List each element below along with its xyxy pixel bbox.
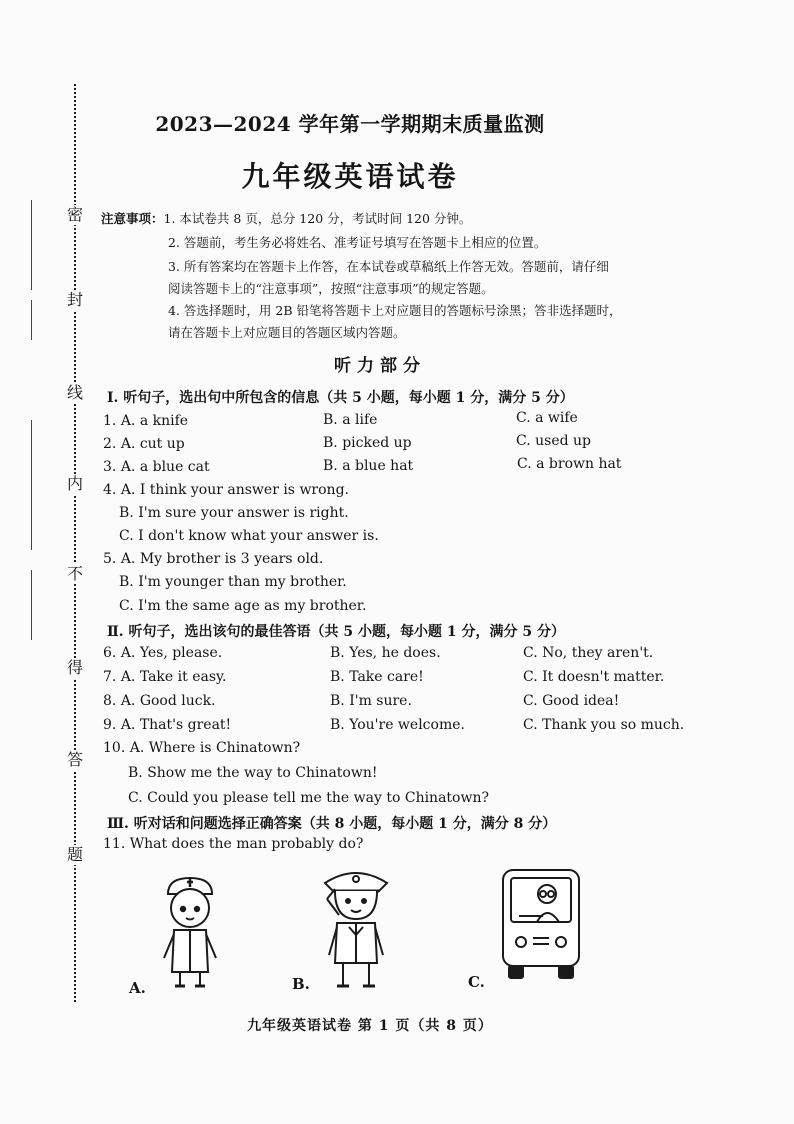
option-b: B. Yes, he does. bbox=[330, 645, 441, 661]
margin-rule bbox=[31, 200, 32, 290]
part-2-heading: Ⅱ. 听句子，选出该句的最佳答语（共 5 小题，每小题 1 分，满分 5 分） bbox=[107, 624, 566, 640]
option-a: A. Take it easy. bbox=[120, 669, 227, 685]
option-b: B. Show me the way to Chinatown! bbox=[128, 765, 378, 781]
notice-line-1 bbox=[101, 210, 471, 227]
margin-rule bbox=[31, 300, 32, 340]
option-a: A. a blue cat bbox=[120, 459, 210, 475]
question-number: 3. bbox=[103, 459, 117, 475]
option-b: B. I'm sure your answer is right. bbox=[119, 505, 349, 521]
notice-text: 1. 本试卷共 8 页，总分 120 分，考试时间 120 分钟。 bbox=[163, 211, 472, 226]
exam-name: 2023—2024 学年第一学期期末质量监测 bbox=[155, 112, 545, 136]
question-2 bbox=[103, 436, 185, 452]
question-number: 9. bbox=[103, 717, 117, 733]
question-number: 6. bbox=[103, 645, 117, 661]
option-c: C. I don't know what your answer is. bbox=[119, 528, 379, 544]
question-10 bbox=[103, 740, 300, 756]
option-a: A. cut up bbox=[120, 436, 185, 452]
option-a: A. Yes, please. bbox=[120, 645, 223, 661]
part-1-heading: Ⅰ. 听句子，选出句中所包含的信息（共 5 小题，每小题 1 分，满分 5 分） bbox=[107, 390, 574, 406]
question-number: 5. bbox=[103, 551, 117, 567]
option-a: A. Good luck. bbox=[120, 693, 216, 709]
question-7 bbox=[103, 669, 227, 685]
part-3-heading: Ⅲ. 听对话和问题选择正确答案（共 8 小题，每小题 1 分，满分 8 分） bbox=[107, 816, 557, 832]
picture-label-a: A. bbox=[129, 979, 146, 997]
option-b: B. a life bbox=[323, 412, 378, 428]
question-text: What does the man probably do? bbox=[129, 836, 364, 852]
picture-label-c: C. bbox=[468, 973, 485, 991]
margin-char-4: 内 bbox=[64, 474, 86, 494]
question-6 bbox=[103, 645, 222, 661]
question-9 bbox=[103, 717, 231, 733]
notice-line-5: 4. 答选择题时，用 2B 铅笔将答题卡上对应题目的答题标号涂黑；答非选择题时， bbox=[168, 303, 622, 318]
option-a: A. My brother is 3 years old. bbox=[120, 551, 324, 567]
notice-label: 注意事项： bbox=[101, 211, 164, 226]
option-c: C. It doesn't matter. bbox=[523, 669, 665, 685]
option-c: C. Could you please tell me the way to Chinatown? bbox=[128, 790, 489, 806]
question-number: 7. bbox=[103, 669, 117, 685]
margin-char-8: 题 bbox=[64, 845, 86, 865]
margin-char-2: 封 bbox=[64, 290, 86, 310]
police-officer-illustration bbox=[319, 863, 393, 991]
option-c: C. a wife bbox=[516, 410, 578, 426]
exam-title: 九年级英语试卷 bbox=[241, 160, 459, 193]
option-b: B. Take care! bbox=[330, 669, 424, 685]
question-number: 11. bbox=[103, 836, 126, 852]
margin-char-7: 答 bbox=[64, 750, 86, 770]
option-b: B. I'm sure. bbox=[330, 693, 412, 709]
margin-char-5: 不 bbox=[64, 564, 86, 584]
option-c: C. Good idea! bbox=[523, 693, 620, 709]
option-c: C. used up bbox=[516, 433, 591, 449]
doctor-illustration bbox=[158, 872, 222, 990]
question-number: 10. bbox=[103, 740, 126, 756]
question-11 bbox=[103, 836, 363, 852]
notice-line-6: 请在答题卡上对应题目的答题区域内答题。 bbox=[168, 325, 406, 340]
notice-line-4: 阅读答题卡上的“注意事项”，按照“注意事项”的规定答题。 bbox=[168, 281, 494, 296]
page-footer: 九年级英语试卷 第 1 页（共 8 页） bbox=[247, 1018, 493, 1034]
notice-line-2: 2. 答题前，考生务必将姓名、准考证号填写在答题卡上相应的位置。 bbox=[168, 235, 547, 250]
option-a: A. I think your answer is wrong. bbox=[120, 482, 349, 498]
option-a: A. a knife bbox=[120, 413, 189, 429]
picture-label-b: B. bbox=[292, 975, 310, 993]
section-title: 听力部分 bbox=[334, 356, 426, 376]
question-number: 8. bbox=[103, 693, 117, 709]
option-b: B. a blue hat bbox=[323, 458, 414, 474]
question-5 bbox=[103, 551, 323, 567]
margin-rule bbox=[31, 420, 32, 550]
margin-char-6: 得 bbox=[64, 658, 86, 678]
option-c: C. Thank you so much. bbox=[523, 717, 685, 733]
question-number: 1. bbox=[103, 413, 117, 429]
option-b: B. picked up bbox=[323, 435, 412, 451]
notice-line-3: 3. 所有答案均在答题卡上作答，在本试卷或草稿纸上作答无效。答题前，请仔细 bbox=[168, 259, 609, 274]
option-c: C. a brown hat bbox=[517, 456, 622, 472]
question-8 bbox=[103, 693, 216, 709]
option-a: A. Where is Chinatown? bbox=[129, 740, 301, 756]
question-1 bbox=[103, 413, 188, 429]
option-c: C. I'm the same age as my brother. bbox=[119, 598, 367, 614]
option-c: C. No, they aren't. bbox=[523, 645, 654, 661]
question-number: 2. bbox=[103, 436, 117, 452]
question-3 bbox=[103, 459, 210, 475]
margin-char-3: 线 bbox=[64, 383, 86, 403]
question-4 bbox=[103, 482, 349, 498]
question-number: 4. bbox=[103, 482, 117, 498]
option-b: B. I'm younger than my brother. bbox=[119, 574, 347, 590]
option-a: A. That's great! bbox=[120, 717, 232, 733]
bus-driver-illustration bbox=[497, 866, 585, 982]
margin-rule bbox=[31, 570, 32, 640]
margin-char-1: 密 bbox=[64, 205, 86, 225]
option-b: B. You're welcome. bbox=[330, 717, 465, 733]
